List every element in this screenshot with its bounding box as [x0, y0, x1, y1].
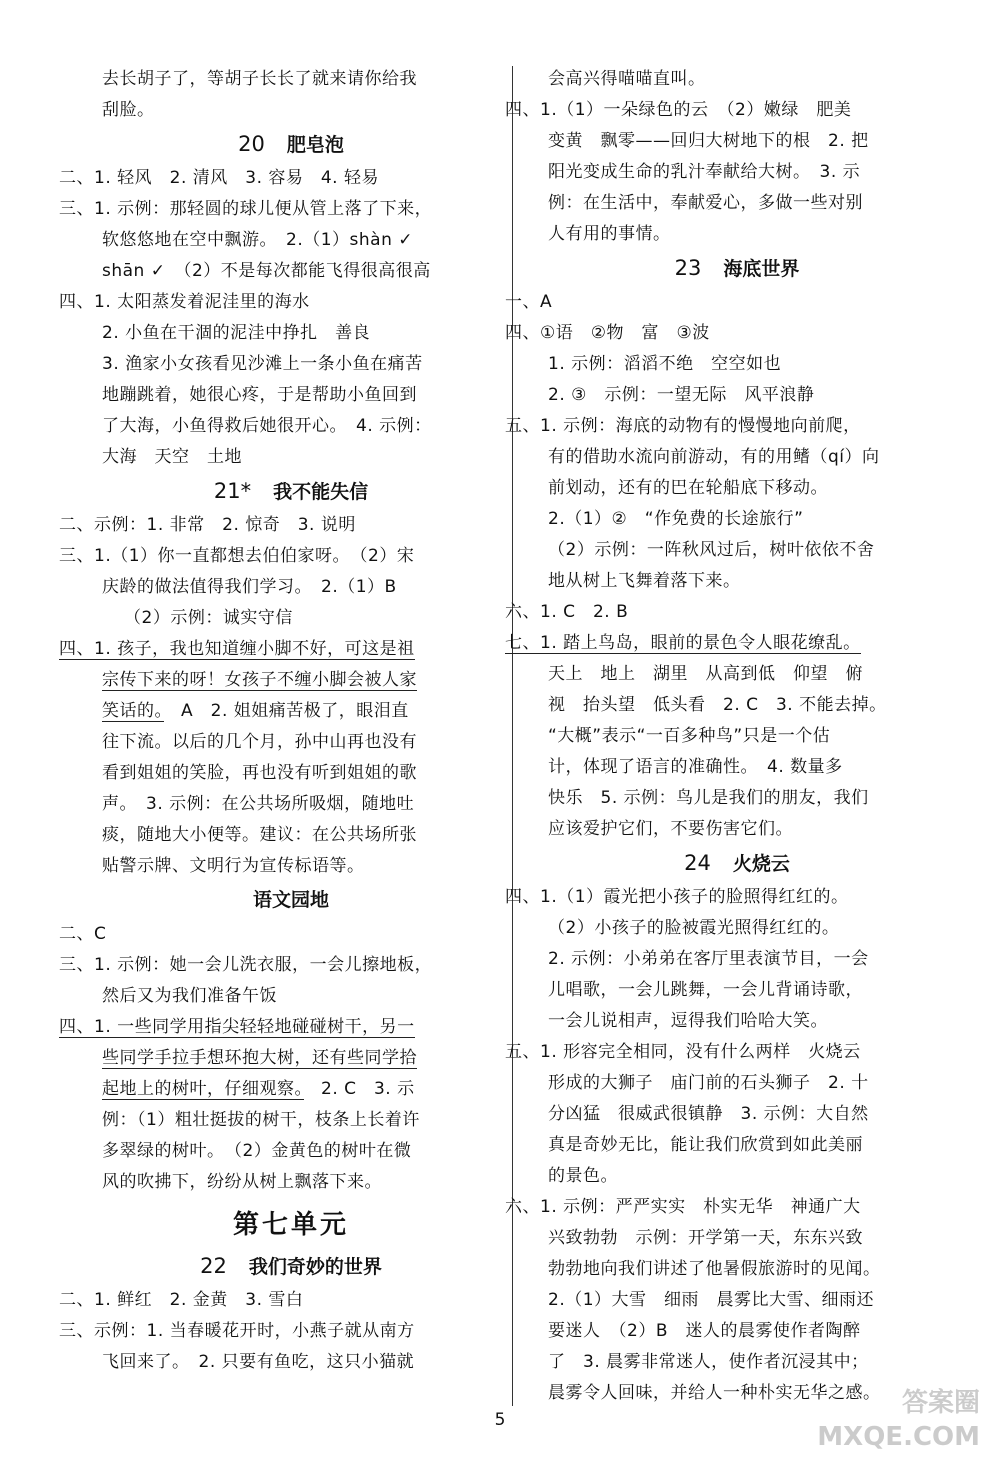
lesson-title-text: 海底世界 — [723, 258, 800, 280]
right-column — [505, 64, 926, 1409]
answer-text: “大概”表示“一百多种鸟”只是一个估 — [548, 726, 831, 746]
page-number: 5 — [494, 1410, 506, 1430]
answer-line — [102, 442, 480, 473]
lesson-title-text: 语文园地 — [252, 889, 329, 911]
answer-line — [59, 919, 480, 950]
answer-text: 往下流。以后的几个月，孙中山再也没有 — [102, 732, 417, 752]
answer-text: （2）示例：一阵秋风过后，树叶依依不舍 — [548, 540, 875, 560]
answer-text: 3. 渔家小女孩看见沙滩上一条小鱼在痛苦 — [102, 354, 423, 374]
lesson-title — [548, 847, 926, 881]
answer-text: （2）示例：诚实守信 — [124, 608, 293, 628]
answer-line — [102, 95, 480, 126]
answer-line — [548, 1099, 926, 1130]
answer-text: 四、1.（1）一朵绿色的云 （2）嫩绿 肥美 — [505, 100, 852, 120]
lesson-title-text: 我不能失信 — [273, 481, 369, 503]
answer-text: 二、1. 鲜红 2. 金黄 3. 雪白 — [59, 1290, 304, 1310]
answer-line — [102, 225, 480, 256]
lesson-title — [102, 128, 480, 162]
answer-text: 兴致勃勃 示例：开学第一天，东东兴致 — [548, 1228, 863, 1248]
answer-line — [505, 597, 926, 628]
answer-line — [59, 950, 480, 981]
answer-line — [548, 659, 926, 690]
answer-text: 地蹦跳着，她很心疼，于是帮助小鱼回到 — [102, 385, 417, 405]
answer-line — [102, 380, 480, 411]
answer-line — [548, 349, 926, 380]
answer-line — [548, 1006, 926, 1037]
answer-line — [548, 1285, 926, 1316]
answer-line — [102, 572, 480, 603]
lesson-title — [102, 884, 480, 918]
answer-line — [59, 194, 480, 225]
underlined-answer-text: 些同学手拉手想环抱大树，还有些同学拾 — [102, 1048, 417, 1068]
answer-text: 刮脸。 — [102, 100, 155, 120]
answer-line — [102, 1347, 480, 1378]
underlined-answer-text: 七、1. 踏上鸟岛，眼前的景色令人眼花缭乱。 — [505, 633, 861, 653]
lesson-title — [102, 475, 480, 509]
answer-line — [548, 1068, 926, 1099]
answer-text: 软悠悠地在空中飘游。 2.（1）shàn ✓ — [102, 230, 414, 250]
lesson-number: 21* — [213, 479, 252, 503]
lesson-title — [102, 1250, 480, 1284]
answer-text: 了 3. 晨雾非常迷人，使作者沉浸其中； — [548, 1352, 869, 1372]
answer-text: 快乐 5. 示例：鸟儿是我们的朋友，我们 — [548, 788, 869, 808]
answer-text: 应该爱护它们，不要伤害它们。 — [548, 819, 793, 839]
answer-text: 痰，随地大小便等。建议：在公共场所张 — [102, 825, 417, 845]
answer-line — [102, 851, 480, 882]
answer-line — [548, 721, 926, 752]
answer-text: 五、1. 形容完全相同，没有什么两样 火烧云 — [505, 1042, 861, 1062]
answer-line — [102, 981, 480, 1012]
answer-line — [102, 1136, 480, 1167]
lesson-title-text: 我们奇妙的世界 — [248, 1256, 382, 1278]
answer-line — [102, 727, 480, 758]
answer-text: 勃勃地向我们讲述了他暑假旅游时的见闻。 — [548, 1259, 881, 1279]
answer-line — [548, 64, 926, 95]
answer-text: 有的借助水流向前游动，有的用鳍（qí）向 — [548, 447, 880, 467]
lesson-number: 22 — [200, 1254, 227, 1278]
answer-line — [548, 944, 926, 975]
answer-line — [102, 789, 480, 820]
answer-line — [59, 1316, 480, 1347]
lesson-title-text: 火烧云 — [732, 853, 790, 875]
answer-line — [548, 126, 926, 157]
answer-text: 例：（1）粗壮挺拔的树干，枝条上长着许 — [102, 1110, 420, 1130]
answer-line — [505, 628, 926, 659]
answer-line — [548, 380, 926, 411]
answer-line — [102, 665, 480, 696]
answer-text: 分凶猛 很威武很镇静 3. 示例：大自然 — [548, 1104, 869, 1124]
answer-line — [548, 1161, 926, 1192]
answer-text: 天上 地上 湖里 从高到低 仰望 俯 — [548, 664, 863, 684]
answer-text: 了大海，小鱼得救后她很开心。 4. 示例： — [102, 416, 432, 436]
answer-text: （2）小孩子的脸被霞光照得红红的。 — [548, 918, 840, 938]
answer-text: 真是奇妙无比，能让我们欣赏到如此美丽 — [548, 1135, 863, 1155]
answer-line — [59, 1012, 480, 1043]
answer-text: 例：在生活中，奉献爱心，多做一些对别 — [548, 193, 863, 213]
answer-text: 2. 示例：小弟弟在客厅里表演节目，一会 — [548, 949, 869, 969]
answer-line — [102, 696, 480, 727]
lesson-number: 23 — [674, 256, 702, 280]
answer-text: 四、①语 ②物 富 ③波 — [505, 323, 710, 343]
answer-line — [102, 758, 480, 789]
answer-text: 然后又为我们准备午饭 — [102, 986, 277, 1006]
answer-text-tail: A 2. 姐姐痛苦极了，眼泪直 — [163, 701, 409, 721]
answer-line — [548, 1254, 926, 1285]
answer-line — [548, 1316, 926, 1347]
answer-text: 飞回来了。 2. 只要有鱼吃，这只小猫就 — [102, 1352, 415, 1372]
answer-text: 五、1. 示例：海底的动物有的慢慢地向前爬， — [505, 416, 861, 436]
answer-text: 大海 天空 土地 — [102, 447, 242, 467]
answer-text: 要迷人 （2）B 迷人的晨雾使作者陶醉 — [548, 1321, 861, 1341]
answer-line — [548, 752, 926, 783]
answer-line — [548, 814, 926, 845]
answer-text: 2.（1）② “作免费的长途旅行” — [548, 509, 804, 529]
answer-line — [59, 163, 480, 194]
answer-text: 前划动，还有的巴在轮船底下移动。 — [548, 478, 828, 498]
answer-line — [102, 411, 480, 442]
answer-line — [505, 287, 926, 318]
left-column — [59, 64, 480, 1378]
answer-text: 人有用的事情。 — [548, 224, 671, 244]
answer-text: 2.（1）大雪 细雨 晨雾比大雪、细雨还 — [548, 1290, 875, 1310]
answer-text: 三、示例：1. 当春暖花开时，小燕子就从南方 — [59, 1321, 415, 1341]
answer-text: 视 抬头望 低头看 2. C 3. 不能去掉。 — [548, 695, 887, 715]
answer-line — [505, 1037, 926, 1068]
answer-text: 风的吹拂下，纷纷从树上飘落下来。 — [102, 1172, 382, 1192]
lesson-number: 20 — [238, 132, 265, 156]
answer-line — [548, 913, 926, 944]
answer-text: 二、1. 轻风 2. 清风 3. 容易 4. 轻易 — [59, 168, 379, 188]
answer-text: 声。 3. 示例：在公共场所吸烟，随地吐 — [102, 794, 415, 814]
answer-line — [548, 975, 926, 1006]
watermark-url: MXQE.COM — [817, 1422, 980, 1452]
answer-line — [102, 256, 480, 287]
answer-line — [548, 1223, 926, 1254]
answer-text: 2. 小鱼在干涸的泥洼中挣扎 善良 — [102, 323, 371, 343]
answer-line — [102, 349, 480, 380]
underlined-answer-text: 四、1. 孩子，我也知道缠小脚不好，可这是祖 — [59, 639, 415, 659]
answer-line — [59, 1285, 480, 1316]
answer-text: 贴警示牌、文明行为宣传标语等。 — [102, 856, 365, 876]
answer-line — [505, 95, 926, 126]
answer-text: 六、1. 示例：严严实实 朴实无华 神通广大 — [505, 1197, 861, 1217]
answer-line — [102, 1043, 480, 1074]
unit-heading — [102, 1202, 480, 1248]
lesson-title-text: 肥皂泡 — [286, 134, 344, 156]
answer-line — [102, 64, 480, 95]
underlined-answer-text: 起地上的树叶，仔细观察。 — [102, 1079, 304, 1099]
underlined-answer-text: 宗传下来的呀！女孩子不缠小脚会被人家 — [102, 670, 417, 690]
answer-text: 阳光变成生命的乳汁奉献给大树。 3. 示 — [548, 162, 861, 182]
answer-line — [102, 1105, 480, 1136]
answer-text-tail: 2. C 3. 示 — [303, 1079, 415, 1099]
answer-line — [59, 541, 480, 572]
answer-line — [548, 219, 926, 250]
answer-text: shān ✓ （2）不是每次都能飞得很高很高 — [102, 261, 431, 281]
answer-line — [59, 510, 480, 541]
answer-text: 儿唱歌，一会儿跳舞，一会儿背诵诗歌， — [548, 980, 863, 1000]
lesson-title-text: 第七单元 — [232, 1210, 349, 1240]
answer-line — [548, 535, 926, 566]
answer-text: 六、1. C 2. B — [505, 602, 629, 622]
answer-text: 一会儿说相声，逗得我们哈哈大笑。 — [548, 1011, 828, 1031]
answer-text: 三、1.（1）你一直都想去伯伯家呀。 （2）宋 — [59, 546, 415, 566]
answer-text: 三、1. 示例：那轻圆的球儿便从管上落了下来， — [59, 199, 433, 219]
answer-text: 的景色。 — [548, 1166, 618, 1186]
answer-line — [548, 188, 926, 219]
answer-line — [124, 603, 480, 634]
answer-line — [548, 783, 926, 814]
answer-line — [548, 1347, 926, 1378]
answer-line — [548, 442, 926, 473]
answer-line — [548, 1130, 926, 1161]
answer-line — [102, 1074, 480, 1105]
answer-text: 变黄 飘零——回归大树地下的根 2. 把 — [548, 131, 869, 151]
answer-text: 形成的大狮子 庙门前的石头狮子 2. 十 — [548, 1073, 869, 1093]
answer-line — [548, 690, 926, 721]
answer-line — [505, 1192, 926, 1223]
answer-line — [505, 411, 926, 442]
answer-line — [548, 566, 926, 597]
answer-text: 二、示例：1. 非常 2. 惊奇 3. 说明 — [59, 515, 356, 535]
answer-text: 三、1. 示例：她一会儿洗衣服，一会儿擦地板， — [59, 955, 433, 975]
answer-text: 二、C — [59, 924, 107, 944]
answer-line — [548, 504, 926, 535]
answer-text: 1. 示例：滔滔不绝 空空如也 — [548, 354, 782, 374]
answer-text: 去长胡子了，等胡子长长了就来请你给我 — [102, 69, 417, 89]
answer-line — [59, 634, 480, 665]
answer-line — [505, 882, 926, 913]
answer-text: 一、A — [505, 292, 553, 312]
answer-text: 会高兴得喵喵直叫。 — [548, 69, 706, 89]
lesson-number: 24 — [684, 851, 711, 875]
answer-line — [102, 1167, 480, 1198]
answer-text: 四、1.（1）霞光把小孩子的脸照得红红的。 — [505, 887, 849, 907]
answer-line — [102, 318, 480, 349]
answer-text: 晨雾令人回味，并给人一种朴实无华之感。 — [548, 1383, 881, 1403]
answer-text: 2. ③ 示例：一望无际 风平浪静 — [548, 385, 815, 405]
answer-text: 多翠绿的树叶。 （2）金黄色的树叶在微 — [102, 1141, 412, 1161]
answer-text: 看到姐姐的笑脸，再也没有听到姐姐的歌 — [102, 763, 417, 783]
underlined-answer-text: 四、1. 一些同学用指尖轻轻地碰碰树干，另一 — [59, 1017, 415, 1037]
answer-text: 四、1. 太阳蒸发着泥洼里的海水 — [59, 292, 310, 312]
answer-line — [505, 318, 926, 349]
answer-line — [548, 473, 926, 504]
watermark-text: 答案圈 — [901, 1388, 980, 1418]
lesson-title — [548, 252, 926, 286]
answer-line — [59, 287, 480, 318]
answer-text: 计，体现了语言的准确性。 4. 数量多 — [548, 757, 843, 777]
answer-line — [548, 157, 926, 188]
answer-line — [102, 820, 480, 851]
watermark-logo — [770, 1386, 980, 1462]
answer-text: 地从树上飞舞着落下来。 — [548, 571, 741, 591]
underlined-answer-text: 笑话的。 — [102, 701, 164, 721]
answer-text: 庆龄的做法值得我们学习。 2.（1）B — [102, 577, 397, 597]
